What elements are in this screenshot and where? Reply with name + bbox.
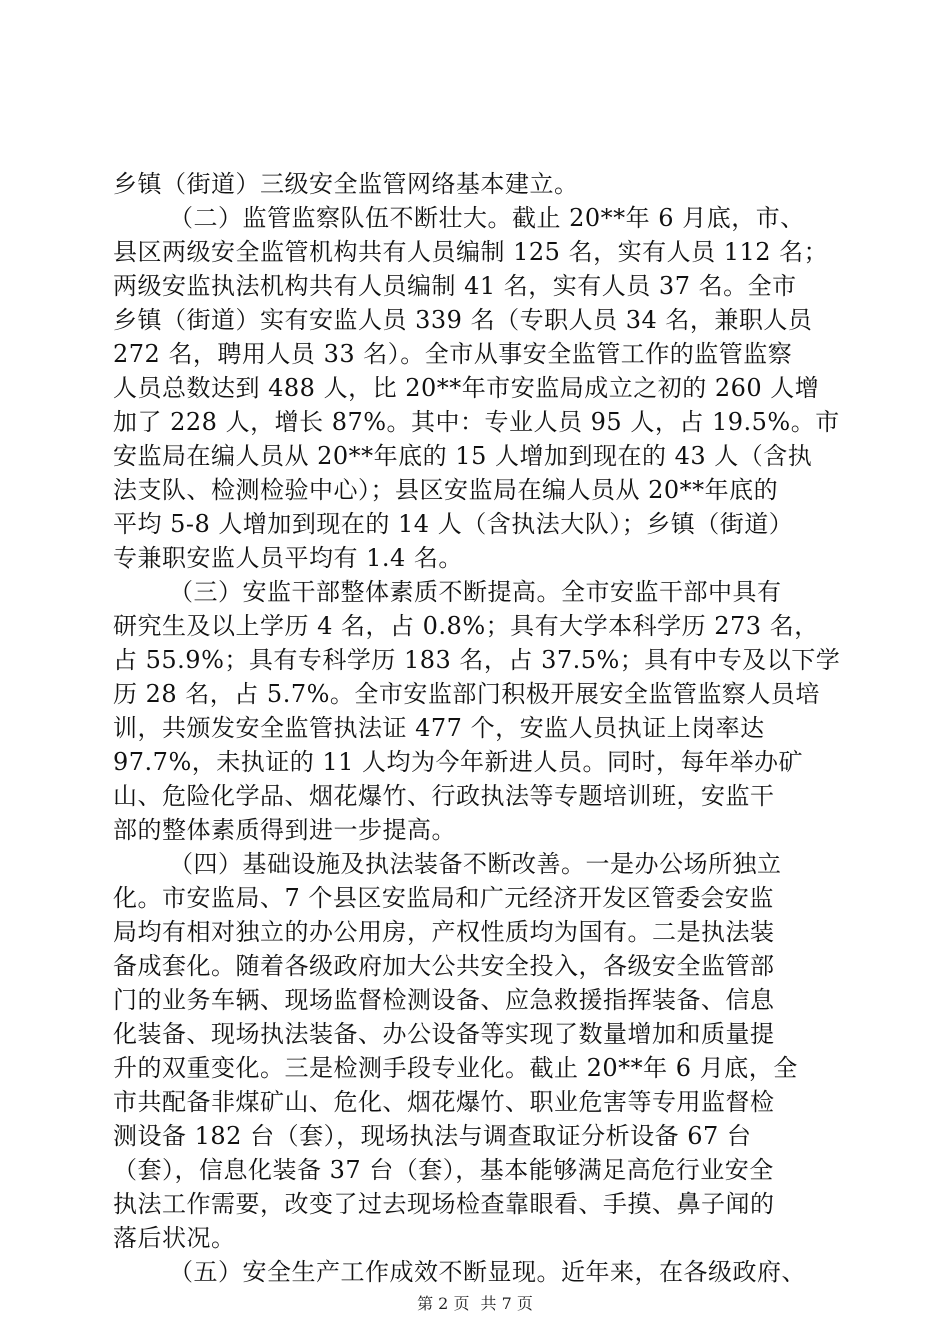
text-line: 化。市安监局、7 个县区安监局和广元经济开发区管委会安监	[113, 884, 774, 912]
text-line: 备成套化。随着各级政府加大公共安全投入，各级安全监管部	[113, 952, 775, 980]
text-line: 研究生及以上学历 4 名，占 0.8%；具有大学本科学历 273 名，	[113, 612, 819, 640]
paragraph-start-line: （三）安监干部整体素质不断提高。全市安监干部中具有	[169, 578, 782, 606]
text-line: 测设备 182 台（套），现场执法与调查取证分析设备 67 台	[113, 1122, 752, 1150]
page-number: 第 2 页	[417, 1294, 470, 1313]
page-total: 共 7 页	[480, 1294, 533, 1313]
text-line: 平均 5-8 人增加到现在的 14 人（含执法大队）；乡镇（街道）	[113, 510, 794, 538]
text-line: 97.7%，未执证的 11 人均为今年新进人员。同时，每年举办矿	[113, 748, 804, 776]
text-line: 部的整体素质得到进一步提高。	[113, 816, 456, 844]
paragraph-start-line: （四）基础设施及执法装备不断改善。一是办公场所独立	[169, 850, 782, 878]
text-line: 法支队、检测检验中心）；县区安监局在编人员从 20**年底的	[113, 476, 779, 504]
text-line: 乡镇（街道）实有安监人员 339 名（专职人员 34 名，兼职人员	[113, 306, 813, 334]
text-line: 县区两级安全监管机构共有人员编制 125 名，实有人员 112 名；	[113, 238, 829, 266]
text-line: 占 55.9%；具有专科学历 183 名，占 37.5%；具有中专及以下学	[113, 646, 841, 674]
text-line: 局均有相对独立的办公用房，产权性质均为国有。二是执法装	[113, 918, 775, 946]
text-line: 乡镇（街道）三级安全监管网络基本建立。	[113, 170, 579, 198]
page-footer	[0, 1294, 950, 1314]
paragraph-start-line: （五）安全生产工作成效不断显现。近年来，在各级政府、	[169, 1258, 806, 1286]
text-line: 历 28 名，占 5.7%。全市安监部门积极开展安全监管监察人员培	[113, 680, 820, 708]
text-line: 两级安监执法机构共有人员编制 41 名，实有人员 37 名。全市	[113, 272, 797, 300]
text-line: 训，共颁发安全监管执法证 477 个，安监人员执证上岗率达	[113, 714, 765, 742]
text-line: 加了 228 人，增长 87%。其中：专业人员 95 人，占 19.5%。市	[113, 408, 840, 436]
text-line: 化装备、现场执法装备、办公设备等实现了数量增加和质量提	[113, 1020, 775, 1048]
text-line: 执法工作需要，改变了过去现场检查靠眼看、手摸、鼻子闻的	[113, 1190, 775, 1218]
text-line: 安监局在编人员从 20**年底的 15 人增加到现在的 43 人（含执	[113, 442, 813, 470]
text-line: 272 名，聘用人员 33 名）。全市从事安全监管工作的监管监察	[113, 340, 793, 368]
paragraph-start-line: （二）监管监察队伍不断壮大。截止 20**年 6 月底，市、	[169, 204, 805, 232]
text-line: 人员总数达到 488 人，比 20**年市安监局成立之初的 260 人增	[113, 374, 820, 402]
text-line: 市共配备非煤矿山、危化、烟花爆竹、职业危害等专用监督检	[113, 1088, 775, 1116]
text-line: 落后状况。	[113, 1224, 236, 1252]
text-line: 专兼职安监人员平均有 1.4 名。	[113, 544, 463, 572]
body-text	[113, 167, 843, 1289]
text-line: 升的双重变化。三是检测手段专业化。截止 20**年 6 月底，全	[113, 1054, 798, 1082]
text-line: 门的业务车辆、现场监督检测设备、应急救援指挥装备、信息	[113, 986, 775, 1014]
text-line: 山、危险化学品、烟花爆竹、行政执法等专题培训班，安监干	[113, 782, 775, 810]
text-line: （套），信息化装备 37 台（套），基本能够满足高危行业安全	[113, 1156, 774, 1184]
